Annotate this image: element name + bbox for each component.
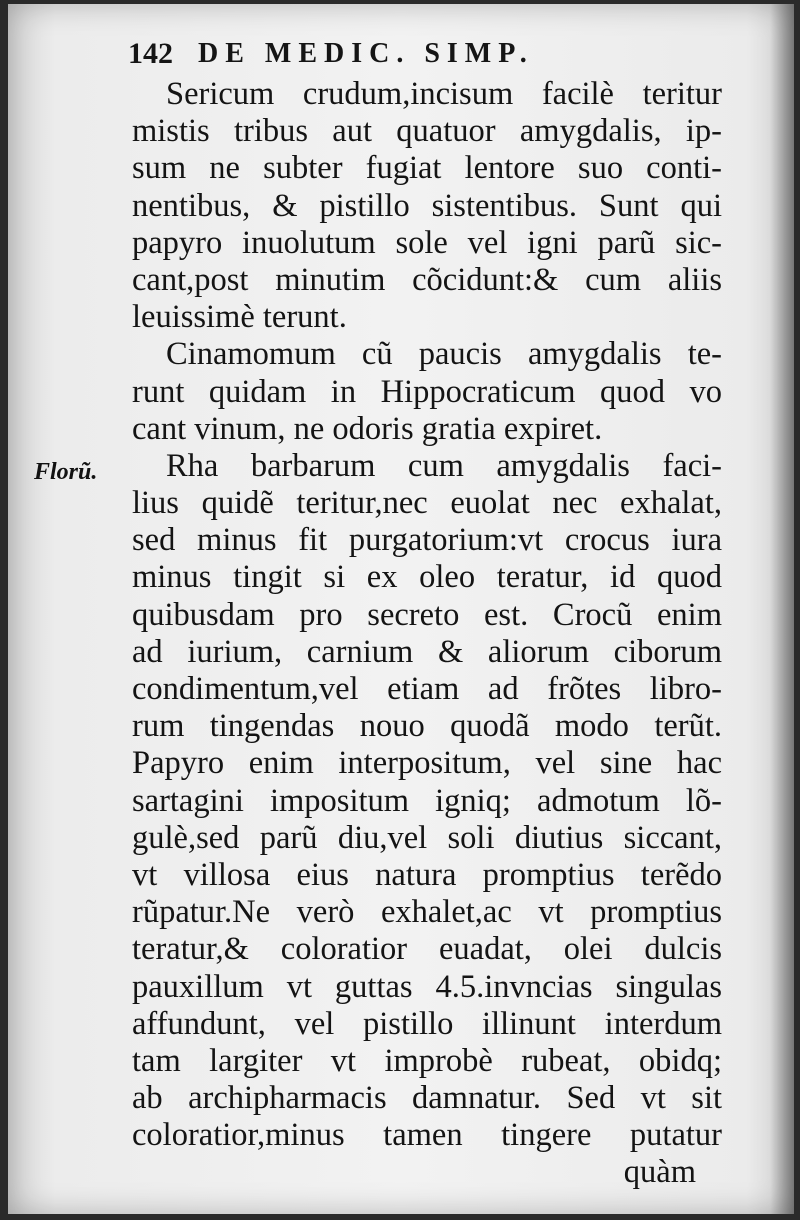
text-line: sartagini impositum igniq; admotum lõ- [132,782,722,819]
page-header [128,32,648,76]
text-line: cant vinum, ne odoris gratia expiret. [132,410,603,447]
text-line: teratur,& coloratior euadat, olei dulcis [132,931,722,968]
body-text [132,76,722,1192]
text-line: affundunt, vel pistillo illinunt interdum [132,1005,722,1042]
marginal-note: Florũ. [34,459,98,485]
text-line: ab archipharmacis damnatur. Sed vt sit [132,1080,722,1117]
text-line: vt villosa eius natura promptius terẽdo [132,856,722,893]
text-line: lius quidẽ teritur,nec euolat nec exhalat, [132,485,722,522]
text-line: Papyro enim interpositum, vel sine hac [132,745,722,782]
catchword: quàm [623,1154,696,1191]
book-page [8,4,794,1214]
text-line: ad iurium, carnium & aliorum ciborum [132,633,722,670]
text-line: nentibus, & pistillo sistentibus. Sunt qui [132,187,722,224]
text-line: condimentum,vel etiam ad frõtes libro- [132,671,722,707]
text-line: rũpatur.Ne verò exhalet,ac vt promptius [132,894,722,931]
text-line: Sericum crudum,incisum facilè teritur [166,76,722,112]
text-line: mistis tribus aut quatuor amygdalis, ip- [132,113,722,150]
text-line: sed minus fit purgatorium:vt crocus iura [132,522,722,559]
page-spine-shadow [770,4,794,1214]
page-number: 142 [128,37,173,70]
text-line: leuissimè terunt. [132,299,347,336]
running-title: DE MEDIC. SIMP. [198,38,534,69]
text-line: Cinamomum cũ paucis amygdalis te- [166,336,722,373]
text-line: quibusdam pro secreto est. Crocũ enim [132,596,722,633]
text-line: Rha barbarum cum amygdalis faci- [166,447,722,484]
text-line: tam largiter vt improbè rubeat, obidq; [132,1042,722,1079]
text-line: coloratior,minus tamen tingere putatur [132,1117,722,1154]
text-line: sum ne subter fugiat lentore suo conti- [132,150,722,187]
text-line: cant,post minutim cõcidunt:& cum aliis [132,261,722,298]
text-line: minus tingit si ex oleo teratur, id quod [132,559,722,596]
text-line: pauxillum vt guttas 4.5.invncias singulas [132,968,722,1005]
text-line: runt quidam in Hippocraticum quod vo [132,373,722,410]
text-line: papyro inuolutum sole vel igni parũ sic- [132,224,722,261]
text-line: gulè,sed parũ diu,vel soli diutius siccant, [132,819,722,856]
text-line: rum tingendas nouo quodã modo terũt. [132,708,722,745]
